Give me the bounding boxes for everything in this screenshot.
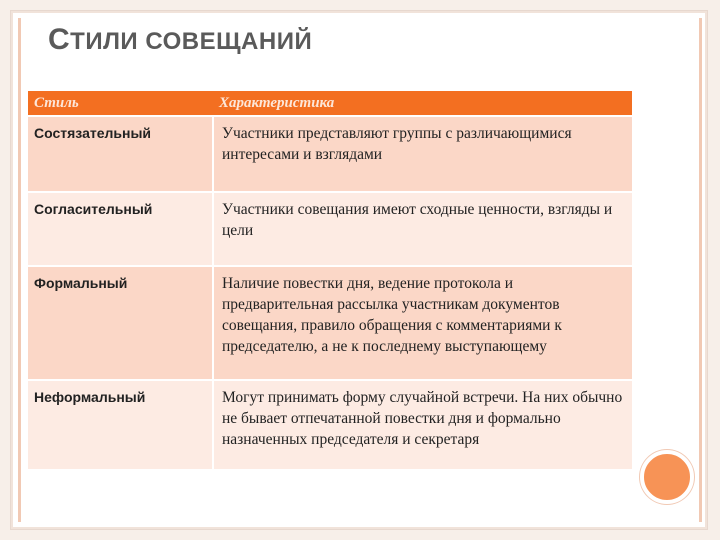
decorative-circle [640,450,694,504]
table-row [28,192,632,266]
right-decorative-rule [699,18,702,522]
table-row [28,116,632,192]
header-characteristic: Характеристика [213,91,632,116]
title-first-letter: С [48,23,71,56]
left-decorative-rule [18,18,21,522]
row-style: Неформальный [28,380,213,469]
table-header-row [28,91,632,116]
row-description: Участники представляют группы с различающимися интересами и взглядами [213,116,632,192]
slide-title [48,20,312,62]
title-rest: ТИЛИ СОВЕЩАНИЙ [70,28,313,55]
row-description: Могут принимать форму случайной встречи. На них обычно не бывает отпечатанной повестки дня и формально назначенных председателя и секретаря [213,380,632,469]
header-style: Стиль [28,91,213,116]
meeting-styles-table [28,91,632,469]
row-style: Формальный [28,266,213,380]
table-row [28,380,632,469]
row-style: Состязательный [28,116,213,192]
row-description: Участники совещания имеют сходные ценности, взгляды и цели [213,192,632,266]
row-description: Наличие повестки дня, ведение протокола и предварительная рассылка участникам документов совещания, правило обращения с комментариями к председателю, а не к последнему выступающему [213,266,632,380]
table-row [28,266,632,380]
row-style: Согласительный [28,192,213,266]
